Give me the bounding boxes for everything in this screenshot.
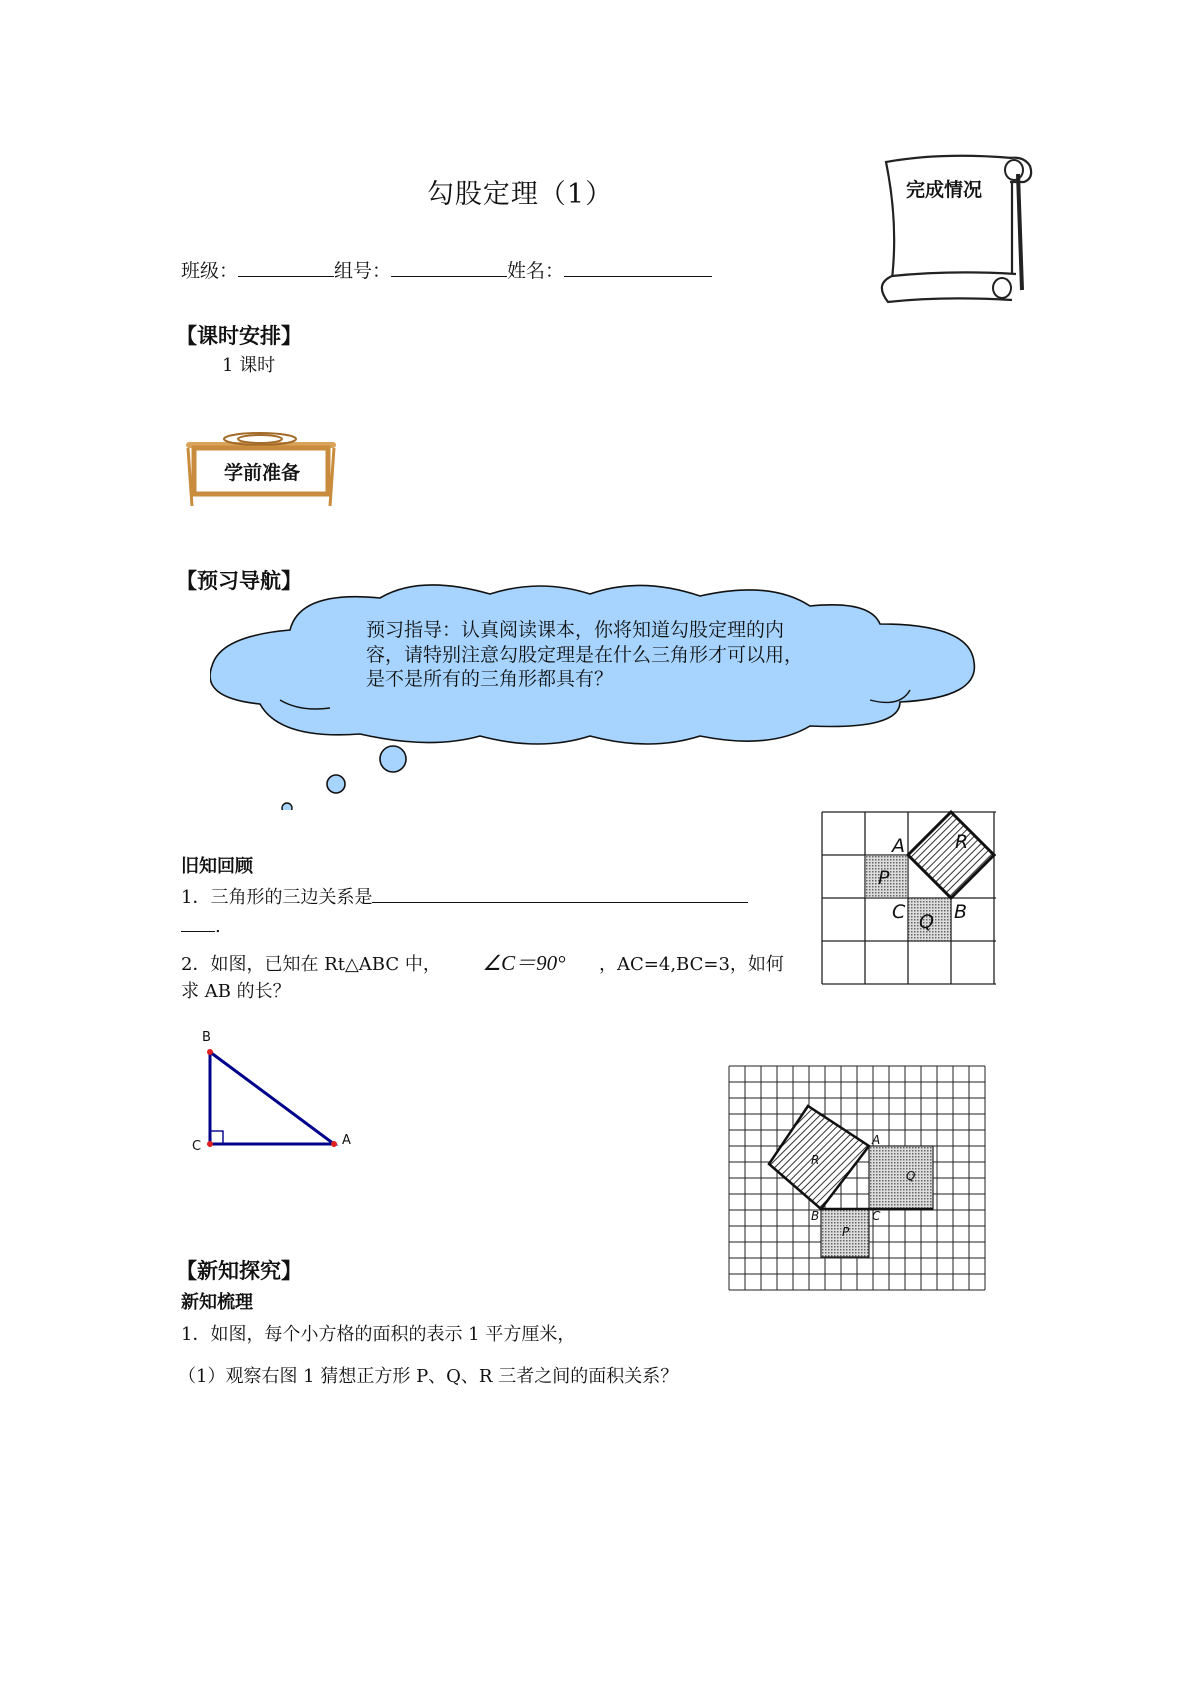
group-label: 组号：: [334, 260, 392, 282]
fig2-label-q: Q: [906, 1169, 916, 1183]
fig2-label-p: P: [842, 1225, 850, 1239]
triangle-label-a: A: [342, 1133, 351, 1148]
figure-2-grid: [726, 1060, 986, 1300]
prep-sign: [184, 428, 344, 508]
name-blank[interactable]: [564, 258, 712, 277]
cloud-line-3: 是不是所有的三角形都具有？: [366, 668, 614, 690]
class-blank[interactable]: [238, 258, 334, 277]
review-q1: [181, 883, 748, 909]
fig1-label-a: A: [892, 835, 905, 857]
fig2-label-a: A: [872, 1133, 881, 1147]
schedule-heading: 【课时安排】: [176, 324, 302, 348]
name-label: 姓名：: [507, 260, 565, 282]
cloud-line-2: 容，请特别注意勾股定理是在什么三角形才可以用，: [366, 644, 804, 666]
triangle-figure: [188, 1028, 358, 1158]
fig1-label-r: R: [955, 831, 969, 853]
explore-q1: 1．如图，每个小方格的面积的表示 1 平方厘米，: [181, 1324, 576, 1345]
explore-sub: 新知梳理: [181, 1292, 253, 1313]
prep-sign-label: 学前准备: [224, 462, 301, 484]
group-blank[interactable]: [391, 258, 507, 277]
fig2-label-c: C: [872, 1209, 881, 1223]
explore-q1-1: （1）观察右图 1 猜想正方形 P、Q、R 三者之间的面积关系？: [178, 1366, 679, 1387]
review-q1-period: .: [215, 916, 221, 937]
review-q2: [181, 947, 784, 977]
fig1-label-b: B: [954, 901, 968, 923]
fig2-label-r: R: [811, 1153, 820, 1167]
triangle-label-c: C: [192, 1139, 202, 1154]
review-q1-blank-cont[interactable]: [181, 913, 215, 932]
scroll-label: 完成情况: [906, 179, 983, 201]
preview-heading: 【预习导航】: [176, 569, 302, 593]
figure-1-grid: [818, 808, 998, 988]
review-q2-a: 2．如图，已知在 Rt△ABC 中，: [181, 954, 441, 975]
fig1-label-q: Q: [919, 911, 934, 933]
page-title: 勾股定理（1）: [426, 179, 614, 210]
triangle-label-b: B: [202, 1030, 211, 1045]
fig1-label-c: C: [892, 901, 906, 923]
review-q1-blank[interactable]: [372, 884, 748, 903]
fig1-label-p: P: [878, 867, 890, 889]
guidance-cloud: [210, 580, 990, 810]
review-q2-c: 求 AB 的长？: [181, 981, 291, 1002]
completion-scroll: [872, 150, 1042, 320]
review-q2-b: ，AC=4,BC=3，如何: [599, 954, 784, 975]
review-heading: 旧知回顾: [181, 856, 253, 877]
student-info-line: [181, 256, 712, 283]
cloud-line-1: 预习指导：认真阅读课本，你将知道勾股定理的内: [366, 619, 785, 641]
review-q1-text: 1．三角形的三边关系是: [181, 887, 373, 908]
fig2-label-b: B: [811, 1209, 820, 1223]
angle-formula: ∠C＝90°: [482, 951, 566, 975]
explore-heading: 【新知探究】: [176, 1259, 302, 1283]
review-q1-cont: [181, 913, 221, 937]
class-label: 班级：: [181, 260, 239, 282]
schedule-text: 1 课时: [222, 355, 276, 376]
